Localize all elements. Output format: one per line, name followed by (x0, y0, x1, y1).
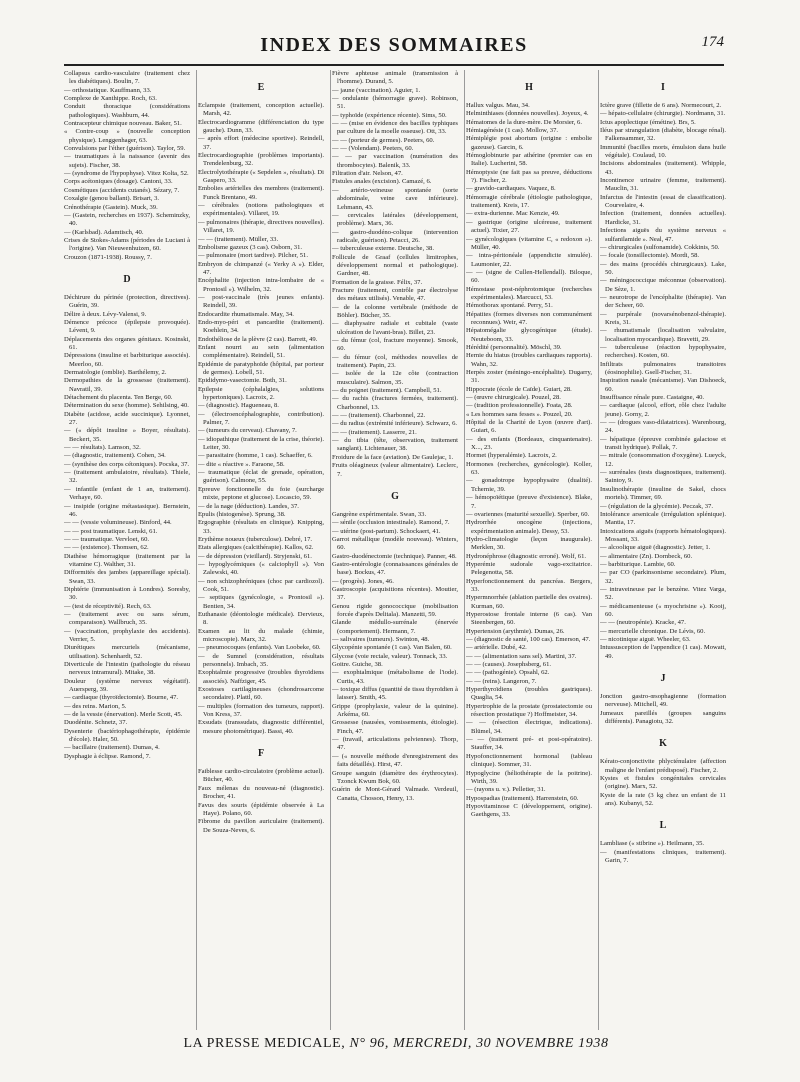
index-entry: — (manifestations cliniques, traitement). Garin, 7. (600, 848, 726, 865)
index-entry: — cérébrales (notions pathologiques et expérimentales). Villaret, 19. (198, 202, 324, 218)
index-entry: — (Karlsbad). Adamtisch, 40. (64, 228, 144, 236)
index-entry: — traumatiques à la naissance (avenir des sujets). Fischer, 38. (64, 153, 190, 169)
index-entry: Hémiagénésie (1 cas). Mollow, 37. (466, 127, 559, 135)
index-entry: — (Gastein, recherches en 1937). Scheminzky, 40. (64, 211, 190, 228)
issue-date: N° 96, MERCREDI, 30 NOVEMBRE 1938 (349, 1036, 609, 1051)
index-entry: Fistules anales (excision). Camazé, 6. (332, 178, 432, 186)
index-entry: — pulmonaires (thérapie, directives nouvelles). Villaret, 19. (198, 218, 324, 235)
index-entry: — gynécologiques (vitamine C, « redoxon »). Müller, 40. (466, 235, 592, 251)
index-entry: Lambliase (« stibrine »). Heilmann, 35. (600, 840, 705, 848)
index-entry: — de dépression (vieillard). Stryjenski, 61. (198, 552, 312, 560)
page-header (64, 30, 724, 66)
index-entry: — du poignet (traitement). Campbell, 51. (332, 387, 442, 395)
index-column-5 (600, 70, 726, 1030)
index-entry: Insuffisance rénale pure. Castaigne, 40. (600, 394, 705, 402)
index-entry: Hormones (recherches, gynécologie). Koller, 63. (466, 460, 592, 477)
index-entry: Crouzon (1871-1938). Roussy, 7. (64, 253, 152, 261)
index-entry: Hydro-climatologie (leçon inaugurale). Merklen, 30. (466, 535, 592, 552)
index-entry: Faiblesse cardio-circulatoire (problème actuel). Bücher, 40. (198, 768, 324, 784)
index-entry: — — (mise en évidence des bacilles typhiques par culture de la moelle osseuse). Ott, 33. (332, 120, 458, 136)
index-entry: — — (neutropénie). Kracke, 47. (600, 619, 686, 627)
index-entry: Infection (traitement, données actuelles). Hardicke, 31. (600, 210, 726, 226)
index-entry: Infarctus de l'intestin (essai de classification). Courvelaire, 4. (600, 193, 726, 210)
index-entry: — (vaccination, prophylaxie des accidents). Verrier, 5. (64, 627, 190, 643)
index-entry: — gravido-cardiaques. Vaquez, 8. (466, 185, 556, 193)
index-entry: Gastroscopie (acquisitions récentes). Moutier, 37. (332, 585, 458, 602)
index-entry: Intoxications aiguës (rapports hématologiques). Mossant, 33. (600, 527, 726, 543)
index-entry: Hémostase post-néphrotomique (recherches expérimentales). Marcucci, 53. (466, 285, 592, 301)
index-entry: — — (traitement pré- et post-opératoire). Stauffer, 34. (466, 736, 592, 752)
index-entry: Epididymo-vasectomie. Both, 31. (198, 377, 287, 385)
index-entry: Examen au lit du malade (chimie, microscopie). Marx, 32. (198, 627, 324, 643)
index-entry: Immunité (bacilles morts, émulsion dans huile végétale). Coulaud, 10. (600, 143, 726, 160)
index-entry: Démence précoce (épilepsie provoquée). Lévent, 9. (64, 318, 190, 335)
index-entry: Hépatites (formes diverses non communément reconnues). Weir, 47. (466, 310, 592, 326)
index-entry: — — par vaccination (numération des thrombocytes). Balenik, 33. (332, 153, 458, 169)
index-entry: Hypoglycine (héliothérapie de la poitrine). Wirth, 39. (466, 769, 592, 785)
index-entry: — (régulation de la glycémie). Peczak, 37. (600, 502, 713, 510)
index-entry: Détachement du placenta. Ten Berge, 60. (64, 394, 173, 402)
index-entry: — multiples (formation des tumeurs, rapport). Von Kress, 37. (198, 702, 324, 719)
index-entry: — utérine (post-partum). Schockaert, 41. (332, 527, 441, 535)
index-entry: Hypospadias (traitement). Harrenstein, 60. (466, 794, 579, 802)
index-entry: — gastro-duodéno-colique (intervention radicale, guérison). Petacci, 26. (332, 228, 458, 244)
index-entry: Dermatologie (omblie). Barthélemy, 2. (64, 369, 167, 376)
index-entry: Hyperthyroïdiens (troubles gastriques). Quaglia, 54. (466, 686, 592, 702)
index-entry: Embolisme gazeux (3 cas). Osborn, 31. (198, 243, 303, 251)
index-entry: Hyperostose frontale interne (6 cas). Van Steenbergen, 60. (466, 610, 592, 627)
index-entry: — idiopathique (traitement de la crise, théorie). Leiter, 30. (198, 435, 324, 452)
index-entry: — septiques (gynécologie, « Prontosil »). Bentien, 34. (198, 594, 324, 610)
index-entry: — tuberculeuse (réaction hypophysaire, recherches). Kosten, 60. (600, 343, 726, 360)
index-entry: Exostoses cartilagineuses (chondrosarcome secondaire). Plattl, 60. (198, 686, 324, 702)
index-entry: — jaune (vaccination). Aguier, 1. (332, 86, 421, 94)
index-entry: Douleur (système nerveux végétatif). Auersperg, 39. (64, 677, 190, 694)
index-entry: — cardiaque (alcool, effort, rôle chez l'adulte jeune). Gorny, 2. (600, 402, 726, 418)
index-entry: Hôpital de la Charité de Lyon (œuvre d'art). Guiart, 6. (466, 419, 592, 435)
index-entry: — dite « réactive ». Faraone, 58. (198, 460, 285, 468)
index-entry: Electrocardiographie (problèmes importants). Trendelenburg, 32. (198, 152, 324, 168)
index-entry: Epulis (histogenèse). Sprung, 38. (198, 510, 286, 518)
index-entry: Erythème noueux (tuberculose). Debré, 17. (198, 535, 313, 543)
index-entry: — (test de réceptivité). Rech, 63. (64, 602, 152, 610)
index-entry: Kérato-conjonctivite phlycténulaire (affection maligne de l'enfant prédisposé). Fischer, 2. (600, 758, 726, 774)
index-entry: — cervicales latérales (développement, problème). Marx, 36. (332, 211, 458, 228)
index-entry: — chirurgicales (sulfonamide). Cokkinis, 50. (600, 243, 720, 251)
index-entry: Hématomes de la dure-mère. De Morsier, 6. (466, 118, 582, 126)
index-entry: — — (vessie volumineuse). Binford, 44. (64, 519, 172, 527)
index-entry: — typhoïde (expérience récente). Sims, 50. (332, 111, 447, 119)
page-title: INDEX DES SOMMAIRES (260, 34, 528, 56)
index-entry: — par CO (parkinsonisme secondaire). Plum, 32. (600, 569, 726, 585)
index-entry: — de la nage (déduction). Landes, 37. (198, 502, 299, 510)
index-entry: — de la colonne vertébrale (méthode de Böhler). Bücher, 35. (332, 303, 458, 319)
index-entry: Duodénite. Schnetz, 37. (64, 719, 128, 727)
index-entry: — pulmonaire (mort tardive). Pilcher, 51. (198, 252, 308, 260)
index-entry: Délire à deux. Lévy-Valensi, 9. (64, 310, 147, 318)
index-entry: — surrénales (tests diagnostiques, traitement). Saintoy, 9. (600, 469, 726, 485)
index-entry: Coxalgie (genou ballant). Brisart, 3. (64, 195, 160, 203)
index-entry: Incisions abdominales (traitement). Whipple, 43. (600, 160, 726, 176)
index-entry: Embryon de chimpanzé (« Yerky A »). Elder, 47. (198, 260, 324, 276)
index-entry: — (traitement ambulatoire, résultats). Thiele, 32. (64, 469, 190, 485)
index-entry: — — (traitement). Charbonnel, 22. (332, 412, 426, 420)
index-entry: — (travail, articulations pelviennes). Thorp, 47. (332, 736, 458, 752)
index-entry: — — (pathogénie). Opsahl, 62. (466, 669, 550, 677)
index-entry: — (synthèse des corps cétoniques). Pocska, 37. (64, 460, 190, 468)
index-entry: Inspiration nasale (mécanisme). Van Dishoeck, 60. (600, 377, 726, 393)
index-entry: Epilepsie (céphalalgies, solutions hypertoniques). Lacroix, 2. (198, 385, 324, 402)
index-entry: Kyste de la rate (3 kg chez un enfant de 11 ans). Kubanyi, 52. (600, 791, 726, 808)
index-entry: — — (porteur de germes). Peeters, 60. (332, 136, 435, 144)
index-entry: — mercurielle chronique. De Lévis, 60. (600, 627, 706, 635)
index-entry: Grippe (prophylaxie, valeur de la quinine). Arkéma, 60. (332, 702, 458, 719)
index-entry: « Contre-coup » (nouvelle conception physique). Lenggenhager, 63. (64, 128, 190, 144)
index-entry: Hypertrophie de la prostate (prostatectomie ou résection prostatique ?) Hoffmeister, 34. (466, 702, 592, 719)
index-entry: Encéphalite (injection intra-lombaire de « Prontosil »). Wilhelm, 32. (198, 277, 324, 293)
index-entry: Froidure de la face (aviation). De Gaulejac, 1. (332, 453, 454, 461)
index-entry: Fibrome du pavillon auriculaire (traitement). De Souza-Neves, 6. (198, 818, 324, 834)
index-entry: Hydronéphrose (diagnostic erroné). Wolf, 61. (466, 552, 587, 560)
index-entry: Guérin de Mont-Gérard Valmade. Verdeuil, Canatta, Chosson, Henry, 13. (332, 786, 458, 802)
index-column-1 (64, 70, 190, 1030)
index-entry: Hormet (hyperalémie). Lacroix, 2. (466, 452, 557, 460)
index-entry: — ovariennes (maturité sexuelle). Sperber, 60. (466, 510, 590, 518)
index-entry: — (électroencéphalographie, contribution). Palmer, 7. (198, 410, 324, 427)
index-entry: Hépatomégalie glycogénique (étude). Neuteboom, 33. (466, 327, 592, 343)
index-entry: Genou rigide gonococcique (mobilisation forcée d'après Delitala). Manzetti, 59. (332, 602, 458, 618)
index-entry: Exophtalmie progressive (troubles thyroïdiens associés). Naffziger, 45. (198, 669, 324, 685)
index-entry: Hypertension (arythmie). Dumas, 26. (466, 627, 565, 635)
index-entry: — du rachis (fractures fermées, traitement). Charbonnel, 13. (332, 395, 458, 411)
section-letter: D (123, 273, 131, 285)
index-entry: Enfant nourri au sein (alimentation complémentaire). Reindell, 51. (198, 343, 324, 360)
index-entry: — intra-péritonéale (appendicite simulée). Laumonier, 22. (466, 252, 592, 268)
index-entry: Endothéliose de la plèvre (2 cas). Barrett, 49. (198, 335, 318, 343)
index-entry: Grossesse (nausées, vomissements, étiologie). Finch, 47. (332, 719, 458, 735)
index-entry: Dépressions (insuline et barbiturique associés). Meerloo, 60. (64, 352, 190, 368)
index-entry: — infantile (enfant de 1 an, traitement). Verhaye, 60. (64, 485, 190, 502)
index-entry: — purpérale (novarsénobenzol-thérapie). Kreis, 31. (600, 310, 726, 326)
index-entry: Jonction gastro-œsophagienne (formation nerveuse). Mitchell, 49. (600, 693, 726, 709)
section-letter: I (661, 82, 665, 93)
index-entry: — alcoolique aiguë (diagnostic). Jetter, 1. (600, 544, 711, 552)
section-letter: H (525, 82, 533, 93)
index-entry: Kystes et fistules congénitales cervicales (origine). Marx, 52. (600, 775, 726, 791)
index-entry: Cosmétiques (accidents cutanés). Sézary, 7. (64, 186, 180, 194)
index-entry: — alimentaire (Zn). Dornbeck, 60. (600, 552, 693, 560)
index-entry: Herpès zoster (méningo-encéphalite). Dugarry, 31. (466, 369, 592, 385)
index-entry: — (progrès). Jones, 46. (332, 577, 394, 585)
index-entry: Electrocardiogramme (différenciation du type gauche). Dunn, 33. (198, 118, 324, 135)
section-letter: G (391, 490, 399, 502)
index-entry: — — (traitement). Müller, 33. (198, 235, 279, 243)
index-entry: Hémiplégie post abortum (origine : embolie gazeuse). Garcin, 6. (466, 135, 592, 151)
index-entry: — (diagnostic). Hagueneau, 8. (198, 402, 279, 410)
index-entry: — salivaires (tumeurs). Swinton, 48. (332, 636, 430, 643)
index-entry: Goitre. Guiche, 38. (332, 661, 383, 669)
index-entry: — hépatique (épreuve combinée galactose et transit hydrique). Pollak, 7. (600, 435, 726, 452)
index-entry: Groupe sanguin (diamètre des érythrocytes). Tzonck Kwum Bok, 60. (332, 769, 458, 785)
index-entry: Déplacements des organes génitaux. Kosinski, 61. (64, 335, 190, 351)
index-entry: Crénothérapie (Gastein). Muck, 39. (64, 203, 158, 211)
index-entry: — — post traumatique. Lenski, 61. (64, 527, 158, 535)
index-entry: Hallux valgus. Mau, 34. (466, 102, 530, 109)
index-entry: Infiltrats pulmonaires transitoires (éosinophilie). Gsell-Fischer, 31. (600, 360, 726, 376)
index-entry: Fracture (traitement, contrôle par électrolyse des métaux utilisés). Venable, 47. (332, 286, 458, 303)
index-entry: — non schizophréniques (choc par cardiozol). Cook, 51. (198, 577, 324, 593)
index-entry: Diurétiques mercuriels (mécanisme, utilisation). Schenhardt, 52. (64, 644, 190, 660)
index-entry: Euthanasie (déontologie médicale). Dervieux, 8. (198, 610, 324, 627)
index-entry: — — (existence). Thomsen, 62. (64, 544, 149, 552)
index-entry: — — (résection électrique, indications). Blümel, 34. (466, 719, 592, 735)
index-entry: Dermopathies de la grossesse (traitement). Navratil, 39. (64, 377, 190, 393)
index-entry: Fièvre aphteuse animale (transmission à l'homme). Durand, 5. (332, 70, 458, 86)
index-entry: — — (causes). Josephsberg, 61. (466, 661, 552, 669)
index-entry: — artério-veineuse spontanée (sorte abdominale, veine cave inférieure). Lehmann, 43. (332, 186, 458, 211)
index-entry: — — (alimentation sans sel). Martini, 37. (466, 652, 577, 660)
index-entry: — des enfants (Bordeaux, cinquantenaire). X..., 23. (466, 435, 592, 452)
index-entry: Intussusception de l'appendice (1 cas). Mowatt, 49. (600, 644, 726, 660)
index-entry: Epreuve fonctionnelle du foie (surcharge mixte, peptone et glucose). Locascio, 59. (198, 485, 324, 502)
section-letter: K (659, 738, 667, 750)
index-entry: Corps acétoniques (dosage). Cantoni, 33. (64, 178, 173, 186)
index-entry: — mitrale (consommation d'oxygène). Lueyck, 12. (600, 452, 726, 468)
index-entry: Endo-myo-péri et pancardite (traitement). Koehlein, 34. (198, 318, 324, 335)
index-entry: Gastro-entérologie (connaissances générales de base). Bockus, 47. (332, 560, 458, 577)
index-entry: Filtration d'air. Nelson, 47. (332, 170, 403, 178)
index-entry: Détermination du sexe (homme). Sehilsing, 40. (64, 402, 189, 410)
index-entry: — (syndrome de l'hypophyse). Vitez Kolta, 52. (64, 170, 189, 178)
index-entry: Epidémie de paratyphoïde (hôpital, par porteur de germes). Lobell, 51. (198, 360, 324, 376)
index-entry: — sénile (occlusion intestinale). Ramond, 7. (332, 519, 450, 527)
index-entry: Fruits oléagineux (valeur alimentaire). Leclerc, 7. (332, 462, 458, 478)
index-entry: — ondulante (hémorragie grave). Robinson, 51. (332, 95, 458, 111)
index-entry: — bacillaire (traitement). Dumas, 4. (64, 744, 160, 752)
index-entry: Ergographie (résultats en clinique). Knipping, 33. (198, 519, 324, 535)
index-entry: — pneumocoques (enfants). Van Loobeke, 60. (198, 644, 321, 652)
index-entry: — — résultats). Lamson, 32. (64, 444, 141, 452)
index-entry: — de la vessie (énervation). Merle Scott, 45. (64, 711, 183, 719)
index-entry: — hémopoïétique (preuve d'existence). Blake, 7. (466, 494, 592, 510)
index-entry: — (œuvre chirurgicale). Pouzel, 28. (466, 394, 561, 402)
section-letter: E (257, 82, 265, 93)
index-entry: — du fémur (col, fracture moyenne). Smook, 60. (332, 337, 458, 353)
section-letter: L (659, 820, 667, 832)
index-entry: Iléus par strangulation (diabète, blocage rénal). Falkensammer, 32. (600, 127, 726, 143)
index-entry: Insulinothérapie (insuline de Sakel, chocs mortels). Timmer, 69. (600, 485, 726, 502)
index-column-2 (198, 70, 324, 1030)
index-entry: — méningococcique méconnue (observation). De Sèze, 1. (600, 277, 726, 293)
index-entry: Difformités des jambes (appareillage spécial). Swan, 33. (64, 569, 190, 585)
index-entry: — — (drogues vaso-dilatatrices). Warenbourg, 24. (600, 419, 726, 435)
index-entry: Helminthiases (données nouvelles). Joyeux, 4. (466, 110, 589, 118)
index-entry: Hémoptysie (ne fait pas sa preuve, déductions ?). Fischer, 2. (466, 168, 592, 185)
index-entry: — hépato-cellulaire (chirurgie). Nordmann, 31. (600, 110, 726, 118)
index-entry: — des mains (procédés chirurgicaux). Lake, 50. (600, 260, 726, 276)
index-entry: Diabète (acidose, acide succinique). Lyonnet, 27. (64, 410, 190, 427)
index-entry: — des reins. Marion, 5. (64, 702, 127, 710)
index-entry: Déchirure du périnée (protection, directives). Guérin, 39. (64, 293, 190, 310)
index-entry: Conduit thoracique (considérations pathologiques). Washburn, 44. (64, 103, 190, 119)
index-entry: — nicotinique aiguë. Wheeler, 63. (600, 636, 691, 643)
index-entry: — (diagnostic, traitement). Cohen, 34. (64, 452, 166, 460)
index-entry: — médicamenteuse (« myochrisine »). Kooij, 60. (600, 602, 726, 618)
index-entry: — rhumatismale (localisation valvulaire, localisation myocardique). Bravetti, 29. (600, 327, 726, 343)
index-entry: — diaphysaire radiale et cubitale (vaste ulcération de l'avant-bras). Billet, 23. (332, 320, 458, 336)
index-entry: Dysenterie (bactériophagothérapie, épidémie d'école). Haler, 50. (64, 727, 190, 744)
index-entry: — exophtalmique (métabolisme de l'iode). Curtis, 43. (332, 669, 458, 685)
section-letter: F (257, 748, 265, 760)
index-entry: Diverticule de l'intestin (pathologie du réseau nerveux intramural). Mitake, 38. (64, 661, 190, 677)
index-entry: Glande médullo-surrénale (énervée (comportement). Hermann, 7. (332, 619, 458, 635)
index-entry: — (diagnostic de santé, 100 cas). Emerson, 47. (466, 636, 591, 643)
index-entry: — — (reins). Langeron, 7. (466, 677, 537, 685)
index-entry: Gastro-duodénectomie (technique). Panner, 48. (332, 552, 457, 560)
index-entry: Embolies artérielles des membres (traitement). Funck Brentano, 49. (198, 185, 324, 201)
index-entry: Follicule de Graaf (cellules limitrophes, développement normal et pathologique). Gardner, 48. (332, 253, 458, 278)
index-entry: — (traitement avec ou sans sérum, comparaison). Wallbruch, 35. (64, 610, 190, 627)
index-entry: — intraveineuse par le benzène. Vitez Varga, 52. (600, 585, 726, 602)
index-entry: — artérielle. Dubé, 42. (466, 644, 527, 652)
index-entry: Crises de Stokes-Adams (périodes de Luciani à l'origine). Van Nieuwenhuizen, 60. (64, 236, 190, 253)
index-entry: — du tibia (tête, observation, traitement sanglant). Lichtenauer, 38. (332, 437, 458, 453)
index-entry: Incontinence urinaire (femme, traitement). Mauclin, 31. (600, 177, 726, 193)
index-entry: Collapsus cardio-vasculaire (traitement chez les diabétiques). Boulin, 7. (64, 70, 190, 86)
index-entry: Gangrène expérimentale. Swan, 33. (332, 510, 427, 518)
index-entry: Convulsions par l'éther (guérison). Taylor, 59. (64, 145, 186, 153)
index-entry: Diphtérie (immunisation à Londres). Soresby, 30. (64, 585, 190, 602)
index-entry: — cardiaque (thyroïdectomie). Bourne, 47. (64, 694, 179, 702)
index-entry: — — traumatique. Vervloet, 60. (64, 535, 150, 543)
index-entry: Hypofonctionnement hormonal (tableau clinique). Sommer, 31. (466, 752, 592, 769)
index-entry: Endocardite rhumatismale. May, 34. (198, 310, 294, 318)
index-entry: — tuberculeuse externe. Deutsche, 38. (332, 245, 434, 253)
index-entry: — du fémur (col, méthodes nouvelles de traitement). Papin, 23. (332, 353, 458, 370)
index-entry: — focale (tonsillectomie). Mordi, 58. (600, 252, 700, 260)
section-letter: J (660, 673, 666, 685)
index-entry: Hippocrate (école de Caïde). Guiart, 28. (466, 385, 572, 393)
index-entry: Glycopénie spontanée (1 cas). Van Balen, 60. (332, 644, 452, 652)
journal-name: LA PRESSE MEDICALE, (183, 1036, 346, 1051)
index-entry: Hydrorrhée oncogène (injections, expérimentation animale). Dessy, 53. (466, 519, 592, 535)
index-entry: — extra-durienne. Mac Kenzie, 49. (466, 210, 560, 218)
index-entry: Contracepteur chimique nouveau. Baker, 51. (64, 120, 182, 128)
index-entry: — post-vaccinale (très jeunes enfants). Reindell, 39. (198, 293, 324, 310)
index-entry: — hypoglycémiques (« calciophyll »). Von Zalewski, 40. (198, 560, 324, 577)
index-entry: — traumatique (éclat de grenade, opération, guérison). Calmone, 55. (198, 469, 324, 485)
index-entry: « Les hommes sans fesses ». Pouzel, 20. (466, 410, 573, 418)
index-entry: Ictère grave (fillette de 6 ans). Normecourt, 2. (600, 102, 722, 109)
index-entry: Hernie du hiatus (troubles cardiaques rapports). Wahn, 32. (466, 352, 592, 368)
index-entry: Eclampsie (traitement, conception actuelle). Marsh, 42. (198, 102, 324, 118)
index-entry: Hyperémie sudorale vago-excitatrice. Pelegenotta, 58. (466, 560, 592, 577)
index-entry: — (tradition professionnelle). Foata, 28. (466, 402, 573, 410)
index-entry: Formation de la graisse. Félix, 37. (332, 278, 423, 286)
index-entry: Exsudats (transsudats, diagnostic différentiel, mesure photométrique). Bassi, 40. (198, 719, 324, 735)
index-entry: — gonadotrope hypophysaire (dualité). Tchernie, 39. (466, 477, 592, 493)
index-entry: — barbiturique. Lambie, 60. (600, 560, 676, 568)
page-number: 174 (701, 34, 724, 50)
index-entry: Hypovitaminose C (développement, origine). Gaethgens, 33. (466, 802, 592, 819)
index-entry: Dysphagie à éclipse. Ramond, 7. (64, 752, 151, 760)
index-entry: Hémothorax spontané. Perry, 51. (466, 302, 553, 310)
index-entry: — (« nouvelle méthode d'enregistrement des faits détaillés). Hirst, 47. (332, 752, 458, 769)
index-entry: Hérédité (personnalité). Möschl, 39. (466, 343, 562, 351)
index-entry: — insipide (origine métastasique). Bernstein, 46. (64, 502, 190, 518)
index-entry: — — (Volendam). Peeters, 60. (332, 145, 414, 153)
index-entry: — gastrique (origine ulcéreuse, traitement actuel). Tixier, 27. (466, 218, 592, 235)
index-entry: Jumeaux pareillés (groupes sanguins différents). Panagiotu, 32. (600, 709, 726, 726)
index-entry: Hypermnorrhée (ablation partielle des ovaires). Kurman, 60. (466, 594, 592, 610)
index-entry: — — (traitement). Lasserre, 21. (332, 428, 417, 436)
index-column-3 (332, 70, 458, 1030)
index-entry: — — (signe de Cullen-Hellendall). Biloque, 60. (466, 268, 592, 285)
index-entry: Etats allergiques (calcithérapie). Kallos, 62. (198, 544, 314, 552)
index-entry: Ictus apoplectique (émétine). Brs, 5. (600, 118, 696, 126)
index-entry: Complexe de Xanthippe. Roch, 63. (64, 95, 157, 103)
index-entry: — après effort (médecine sportive). Reindell, 37. (198, 135, 324, 151)
index-entry: Garrot métallique (modèle nouveau). Winters, 60. (332, 535, 458, 552)
index-entry: Infections aiguës du système nerveux « sulfanilamide ». Neal, 47. (600, 227, 726, 243)
index-entry: — (« dépôt insuline » Boyer, résultats). Beckert, 35. (64, 427, 190, 443)
index-entry: — (rayons u. v.). Pelletier, 31. (466, 786, 546, 794)
index-entry: Hyperfonctionnement du pancréas. Bergers, 33. (466, 577, 592, 593)
index-entry: — neurotrope de l'encéphalite (thérapie). Van der Scheer, 60. (600, 293, 726, 310)
index-entry: — de Sumnel (considération, résultats personnels). Imbach, 35. (198, 652, 324, 669)
page-footer (64, 1036, 728, 1052)
index-entry: — du radius (extrémité inférieure). Schwarz, 6. (332, 420, 458, 428)
index-entry: — (tumeurs du cerveau). Chavany, 7. (198, 427, 297, 435)
index-entry: Faux mélenas du nouveau-né (diagnostic). Brocher, 41. (198, 784, 324, 801)
index-entry: Electrolytothérapie (« Sepdelen », résultats). Di Gaspero, 33. (198, 168, 324, 185)
index-entry: Diathèse hémorragique (traitement par la vitamine C). Walther, 31. (64, 552, 190, 568)
index-entry: Hémoglobinurie par athérine (premier cas en Italie). Lucherini, 58. (466, 152, 592, 168)
index-entry: Hémorragie cérébrale (étiologie pathologique, traitement). Kreis, 17. (466, 193, 592, 210)
index-entry: — parasitaire (homme, 1 cas). Schaeffer, 6. (198, 452, 313, 460)
index-entry: Glycose (voie rectale, valeur). Tonnack, 33. (332, 652, 448, 660)
index-entry: — orthostatique. Kauffmann, 33. (64, 86, 152, 94)
index-entry: Favus des souris (épidémie observée à La Haye). Polano, 60. (198, 801, 324, 817)
index-entry: Intolérance arsenicale (irrégulation splénique). Mantia, 17. (600, 510, 726, 527)
index-columns (64, 70, 728, 1030)
index-column-4 (466, 70, 592, 1030)
index-entry: — toxique diffus (quantité de tissu thyroïdien à laisser). Smith, 45. (332, 686, 458, 702)
index-entry: — isolée de la 12e côte (contraction musculaire). Salmon, 35. (332, 370, 458, 386)
